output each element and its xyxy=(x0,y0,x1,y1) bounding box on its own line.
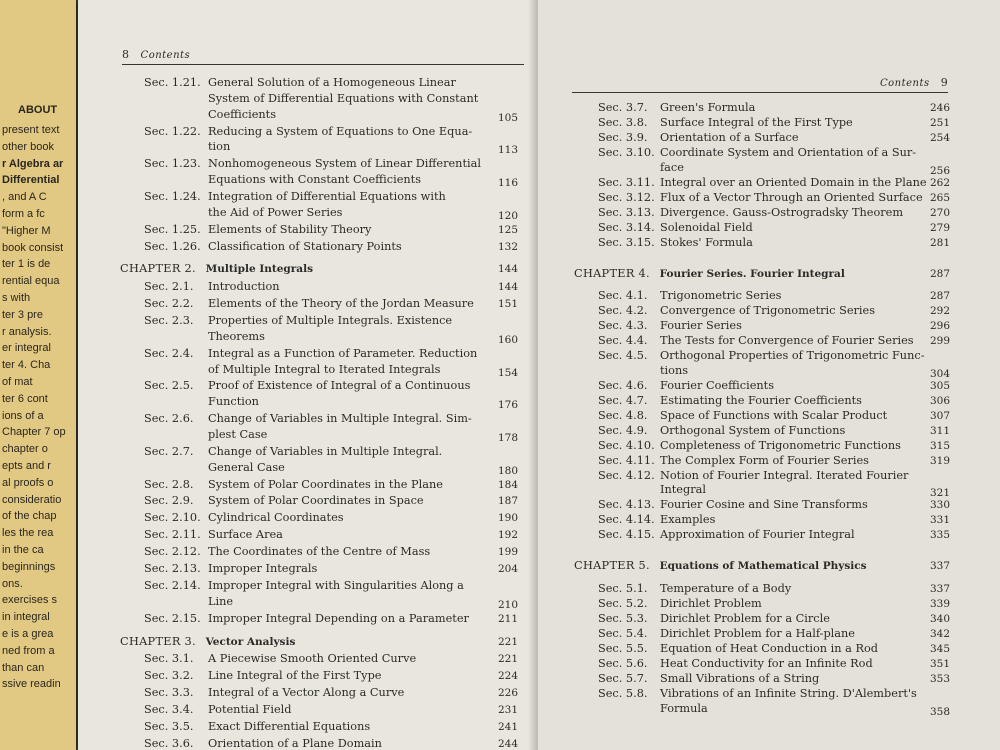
section-number: Sec. 2.3. xyxy=(144,314,194,327)
section-number: Sec. 4.15. xyxy=(598,528,655,542)
page-number: 120 xyxy=(498,209,519,222)
page-number: 279 xyxy=(930,221,951,234)
section-number: Sec. 4.11. xyxy=(598,453,655,467)
section-title-line: Nonhomogeneous System of Linear Differential xyxy=(208,157,481,171)
edge-text-line: , and A C xyxy=(2,191,47,204)
section-title-line: Convergence of Trigonometric Series xyxy=(660,304,876,318)
page-number: 105 xyxy=(498,111,519,124)
section-number: Sec. 3.3. xyxy=(144,686,194,700)
section-number: Sec. 2.11. xyxy=(144,528,201,542)
edge-text-line: epts and r xyxy=(2,460,51,472)
section-title-line: Elements of the Theory of the Jordan Measure xyxy=(208,297,474,311)
page-number: 305 xyxy=(930,379,951,392)
right-header xyxy=(880,76,948,89)
section-title-line: Coordinate System and Orientation of a Sur- xyxy=(660,146,917,159)
page-number: 287 xyxy=(930,290,951,303)
edge-text-line: e is a grea xyxy=(2,628,54,640)
page-number: 345 xyxy=(930,643,951,655)
section-title-line: tions xyxy=(660,363,689,377)
left-page xyxy=(78,0,538,750)
section-number: Sec. 4.6. xyxy=(598,378,648,392)
page-number: 221 xyxy=(498,653,519,666)
page-number: 221 xyxy=(498,635,519,648)
page-number: 335 xyxy=(930,529,951,542)
edge-text-line: in the ca xyxy=(2,544,44,556)
section-title-line: System of Differential Equations with Constant xyxy=(208,91,479,105)
right-header-title: Contents xyxy=(880,78,930,89)
section-number: Sec. 1.25. xyxy=(144,222,201,236)
page-number: 116 xyxy=(498,177,519,189)
edge-text-line: of the chap xyxy=(2,510,57,523)
section-number: Sec. 3.13. xyxy=(598,205,655,219)
page-number: 270 xyxy=(930,206,951,219)
section-title-line: Improper Integrals xyxy=(208,562,318,575)
section-title-line: Line Integral of the First Type xyxy=(208,669,382,683)
section-title-line: Space of Functions with Scalar Product xyxy=(660,408,888,422)
page-number: 342 xyxy=(930,628,951,640)
chapter-heading xyxy=(574,559,867,573)
section-number: Sec. 4.14. xyxy=(598,513,655,527)
page-number: 241 xyxy=(498,720,519,733)
chapter-number: CHAPTER 3. xyxy=(120,634,196,648)
section-number: Sec. 4.5. xyxy=(598,349,648,363)
section-title-line: Equations with Constant Coefficients xyxy=(208,173,422,186)
section-title-line: Estimating the Fourier Coefficients xyxy=(660,393,862,407)
page-number: 287 xyxy=(930,267,951,280)
section-title-line: Integral over an Oriented Domain in the Plane xyxy=(660,175,927,189)
edge-text-line: "Higher M xyxy=(2,224,51,237)
edge-text-line: beginnings xyxy=(2,560,56,573)
edge-text-line: ter 6 cont xyxy=(2,392,48,405)
edge-text-line: than can xyxy=(2,661,45,674)
section-number: Sec. 3.1. xyxy=(144,652,194,666)
page-number: 321 xyxy=(930,487,951,500)
edge-text-line: of mat xyxy=(2,376,33,388)
edge-text-line: ned from a xyxy=(2,644,55,657)
section-number: Sec. 5.8. xyxy=(598,687,648,700)
section-number: Sec. 2.8. xyxy=(144,477,194,491)
adjacent-book-edge xyxy=(0,0,76,750)
section-title-line: Dirichlet Problem for a Half-plane xyxy=(660,627,855,640)
chapter-title: Fourier Series. Fourier Integral xyxy=(655,267,845,280)
section-title-line: Exact Differential Equations xyxy=(208,719,371,733)
section-number: Sec. 5.4. xyxy=(598,627,648,640)
page-number: 251 xyxy=(930,117,951,129)
section-number: Sec. 1.23. xyxy=(144,157,201,171)
page-number: 211 xyxy=(498,612,519,625)
section-title-line: Elements of Stability Theory xyxy=(208,222,372,236)
section-number: Sec. 2.6. xyxy=(144,412,194,426)
section-title-line: Fourier Series xyxy=(660,319,742,333)
section-number: Sec. 4.7. xyxy=(598,393,648,407)
section-title-line: The Complex Form of Fourier Series xyxy=(660,453,869,467)
section-title-line: Vibrations of an Infinite String. D'Alembert's xyxy=(660,687,917,700)
page-number: 319 xyxy=(930,454,951,467)
page-number: 262 xyxy=(930,176,951,189)
edge-text-line: book consist xyxy=(2,241,64,254)
section-title-line: Change of Variables in Multiple Integral. xyxy=(208,444,443,458)
page-number: 187 xyxy=(498,495,519,508)
edge-text-line: r Algebra ar xyxy=(2,157,64,170)
page-number: 330 xyxy=(930,499,951,512)
page-number: 144 xyxy=(498,263,519,276)
section-number: Sec. 4.1. xyxy=(598,289,648,303)
section-title-line: Examples xyxy=(660,513,716,527)
section-number: Sec. 3.7. xyxy=(598,101,648,114)
section-number: Sec. 4.9. xyxy=(598,423,648,437)
section-title-line: Orthogonal System of Functions xyxy=(660,423,846,437)
page-number: 254 xyxy=(930,132,951,144)
section-title-line: Orientation of a Plane Domain xyxy=(208,736,382,750)
edge-text-line: chapter o xyxy=(2,443,48,456)
right-page-number: 9 xyxy=(940,76,949,89)
chapter-title: Multiple Integrals xyxy=(201,263,313,276)
section-title-line: Solenoidal Field xyxy=(660,220,753,234)
section-title-line: The Tests for Convergence of Fourier Series xyxy=(660,334,914,348)
section-number: Sec. 3.14. xyxy=(598,220,655,234)
chapter-heading xyxy=(574,267,845,281)
section-number: Sec. 2.5. xyxy=(144,379,194,393)
page-number: 306 xyxy=(930,394,951,407)
section-title-line: Orientation of a Surface xyxy=(660,131,799,144)
edge-text-line: Chapter 7 op xyxy=(2,426,66,439)
chapter-title: Vector Analysis xyxy=(201,635,296,648)
section-number: Sec. 5.5. xyxy=(598,642,648,655)
section-number: Sec. 3.8. xyxy=(598,116,648,129)
page-number: 224 xyxy=(498,670,519,683)
section-number: Sec. 2.2. xyxy=(144,297,194,311)
section-number: Sec. 4.2. xyxy=(598,304,648,318)
section-title-line: Surface Integral of the First Type xyxy=(660,116,853,129)
edge-text-line: ter 3 pre xyxy=(2,308,43,321)
page-number: 160 xyxy=(498,333,519,346)
section-title-line: System of Polar Coordinates in the Plane xyxy=(208,477,443,491)
page-number: 113 xyxy=(498,144,519,157)
page-number: 132 xyxy=(498,240,519,253)
section-number: Sec. 4.4. xyxy=(598,334,648,348)
section-title-line: Potential Field xyxy=(208,703,292,716)
edge-text-line: consideratio xyxy=(2,493,62,506)
page-number: 331 xyxy=(930,514,951,527)
page-number: 244 xyxy=(498,737,519,750)
section-number: Sec. 3.11. xyxy=(598,175,655,189)
section-title-line: A Piecewise Smooth Oriented Curve xyxy=(208,652,417,666)
page-number: 307 xyxy=(930,409,951,422)
page-number: 292 xyxy=(930,305,951,318)
section-title-line: Equation of Heat Conduction in a Rod xyxy=(660,642,879,655)
page-number: 337 xyxy=(930,583,951,595)
edge-text-line: present text xyxy=(2,124,60,136)
section-number: Sec. 5.2. xyxy=(598,597,648,610)
page-number: 296 xyxy=(930,320,951,333)
section-title-line: Trigonometric Series xyxy=(660,289,782,303)
section-title-line: Classification of Stationary Points xyxy=(208,239,402,253)
section-number: Sec. 5.6. xyxy=(598,657,648,670)
section-title-line: Introduction xyxy=(208,280,280,294)
section-title-line: Coefficients xyxy=(208,107,277,121)
section-number: Sec. 2.12. xyxy=(144,545,201,559)
section-number: Sec. 4.3. xyxy=(598,319,648,333)
edge-text-line: rential equa xyxy=(2,275,60,288)
section-number: Sec. 5.3. xyxy=(598,612,648,625)
section-title-line: Heat Conductivity for an Infinite Rod xyxy=(660,657,873,670)
section-title-line: Change of Variables in Multiple Integral. Sim- xyxy=(208,412,472,426)
page-number: 281 xyxy=(930,236,951,249)
section-title-line: General Case xyxy=(208,460,285,474)
page-number: 231 xyxy=(498,704,519,716)
section-number: Sec. 1.22. xyxy=(144,124,201,138)
section-title-line: Approximation of Fourier Integral xyxy=(660,528,855,542)
section-number: Sec. 2.10. xyxy=(144,511,201,525)
section-title-line: Integral of a Vector Along a Curve xyxy=(208,686,405,700)
section-number: Sec. 2.4. xyxy=(144,346,194,360)
section-title-line: Green's Formula xyxy=(660,101,756,114)
section-title-line: the Aid of Power Series xyxy=(208,205,343,219)
section-title-line: of Multiple Integral to Iterated Integrals xyxy=(208,362,441,376)
page-number: 192 xyxy=(498,529,519,542)
page-number: 265 xyxy=(930,191,951,204)
right-header-rule xyxy=(572,92,948,93)
section-title-line: Notion of Fourier Integral. Iterated Fourier xyxy=(660,468,909,482)
page-number: 176 xyxy=(498,399,519,412)
section-number: Sec. 5.1. xyxy=(598,582,648,595)
section-number: Sec. 4.12. xyxy=(598,468,655,482)
chapter-title: Equations of Mathematical Physics xyxy=(655,560,867,573)
section-number: Sec. 5.7. xyxy=(598,672,648,685)
edge-text-line: ter 4. Cha xyxy=(2,359,51,372)
page-number: 180 xyxy=(498,464,519,477)
section-title-line: Surface Area xyxy=(208,528,283,542)
page-number: 353 xyxy=(930,673,951,685)
section-title-line: Theorems xyxy=(208,329,265,343)
section-title-line: Flux of a Vector Through an Oriented Surface xyxy=(660,190,923,204)
left-header xyxy=(122,48,190,61)
page-number: 315 xyxy=(930,439,951,452)
section-title-line: Integration of Differential Equations with xyxy=(208,189,446,203)
section-number: Sec. 3.6. xyxy=(144,736,194,750)
edge-text-line: al proofs o xyxy=(2,476,54,489)
edge-text-line: ABOUT xyxy=(18,104,58,116)
section-title-line: plest Case xyxy=(208,427,268,441)
section-number: Sec. 2.7. xyxy=(144,444,194,458)
left-header-title: Contents xyxy=(140,50,191,61)
section-number: Sec. 4.8. xyxy=(598,408,648,422)
section-number: Sec. 2.9. xyxy=(144,494,194,508)
section-number: Sec. 3.2. xyxy=(144,669,194,683)
page-number: 125 xyxy=(498,223,519,236)
page-number: 226 xyxy=(498,687,519,700)
page-number: 190 xyxy=(498,512,519,525)
section-title-line: Fourier Coefficients xyxy=(660,378,774,392)
edge-text-line: ssive readin xyxy=(2,678,61,691)
section-title-line: face xyxy=(660,160,684,174)
section-number: Sec. 2.15. xyxy=(144,611,201,625)
section-title-line: Dirichlet Problem xyxy=(660,597,762,610)
section-title-line: Fourier Cosine and Sine Transforms xyxy=(660,498,868,512)
page-number: 246 xyxy=(930,102,951,114)
right-page xyxy=(538,0,1000,750)
edge-text-line: ons. xyxy=(2,577,23,590)
section-title-line: tion xyxy=(208,140,231,154)
section-title-line: Divergence. Gauss-Ostrogradsky Theorem xyxy=(660,205,904,219)
section-title-line: Formula xyxy=(660,701,708,715)
page-number: 210 xyxy=(498,598,519,611)
edge-text-line: les the rea xyxy=(2,527,54,540)
edge-text-line: er integral xyxy=(2,342,51,355)
section-number: Sec. 3.9. xyxy=(598,131,648,144)
section-title-line: System of Polar Coordinates in Space xyxy=(208,494,424,508)
chapter-heading xyxy=(120,262,313,276)
section-title-line: Stokes' Formula xyxy=(660,235,753,249)
page-number: 256 xyxy=(930,164,951,177)
section-title-line: Dirichlet Problem for a Circle xyxy=(660,612,830,625)
page-number: 311 xyxy=(930,424,951,437)
section-number: Sec. 3.4. xyxy=(144,703,194,716)
edge-text-line: other book xyxy=(2,140,54,153)
edge-text-line: form a fc xyxy=(2,208,45,220)
page-number: 340 xyxy=(930,613,951,625)
edge-text-line: ter 1 is de xyxy=(2,258,51,271)
section-number: Sec. 1.24. xyxy=(144,189,201,203)
section-title-line: Orthogonal Properties of Trigonometric Func- xyxy=(660,349,925,363)
section-title-line: Reducing a System of Equations to One Equa- xyxy=(208,124,473,138)
section-number: Sec. 4.13. xyxy=(598,498,655,512)
section-title-line: Small Vibrations of a String xyxy=(660,672,820,685)
section-title-line: Integral as a Function of Parameter. Reduction xyxy=(208,346,478,360)
edge-text-line: s with xyxy=(2,292,31,304)
section-number: Sec. 2.14. xyxy=(144,578,201,592)
section-title-line: Integral xyxy=(660,483,706,497)
page-number: 154 xyxy=(498,366,519,379)
section-number: Sec. 1.26. xyxy=(144,239,201,253)
chapter-number: CHAPTER 2. xyxy=(120,262,196,276)
left-page-number: 8 xyxy=(122,48,130,61)
section-title-line: Cylindrical Coordinates xyxy=(208,511,344,525)
edge-text-line: in integral xyxy=(2,611,50,624)
chapter-number: CHAPTER 5. xyxy=(574,559,650,573)
section-title-line: Properties of Multiple Integrals. Existence xyxy=(208,314,453,327)
page-number: 199 xyxy=(498,546,519,559)
section-number: Sec. 2.1. xyxy=(144,280,194,294)
page-number: 304 xyxy=(930,367,951,380)
section-title-line: The Coordinates of the Centre of Mass xyxy=(208,545,431,559)
page-number: 151 xyxy=(498,298,519,311)
chapter-number: CHAPTER 4. xyxy=(574,266,650,280)
left-header-rule xyxy=(122,64,524,65)
section-title-line: Proof of Existence of Integral of a Continuous xyxy=(208,379,471,393)
section-number: Sec. 3.15. xyxy=(598,235,655,249)
section-title-line: General Solution of a Homogeneous Linear xyxy=(208,76,456,89)
section-number: Sec. 1.21. xyxy=(144,76,201,89)
section-title-line: Completeness of Trigonometric Functions xyxy=(660,438,901,452)
section-number: Sec. 4.10. xyxy=(598,438,655,452)
page-number: 204 xyxy=(498,563,519,575)
page-number: 144 xyxy=(498,281,519,294)
edge-text-line: ions of a xyxy=(2,409,44,422)
section-number: Sec. 2.13. xyxy=(144,562,201,575)
page-number: 178 xyxy=(498,431,519,444)
edge-text-line: r analysis. xyxy=(2,325,52,338)
section-number: Sec. 3.12. xyxy=(598,190,655,204)
page-number: 184 xyxy=(498,478,519,491)
section-title-line: Function xyxy=(208,395,259,409)
section-title-line: Improper Integral Depending on a Parameter xyxy=(208,611,469,625)
page-number: 358 xyxy=(930,705,951,718)
edge-text-line: Differential xyxy=(2,174,60,187)
section-title-line: Temperature of a Body xyxy=(660,582,792,595)
page-number: 337 xyxy=(930,560,951,573)
section-number: Sec. 3.5. xyxy=(144,719,194,733)
page-number: 351 xyxy=(930,658,951,670)
section-number: Sec. 3.10. xyxy=(598,146,655,159)
chapter-heading xyxy=(120,635,295,649)
page-number: 299 xyxy=(930,335,951,348)
edge-text-line: exercises s xyxy=(2,594,58,607)
page-number: 339 xyxy=(930,598,951,610)
section-title-line: Line xyxy=(208,594,234,608)
section-title-line: Improper Integral with Singularities Along a xyxy=(208,578,464,592)
